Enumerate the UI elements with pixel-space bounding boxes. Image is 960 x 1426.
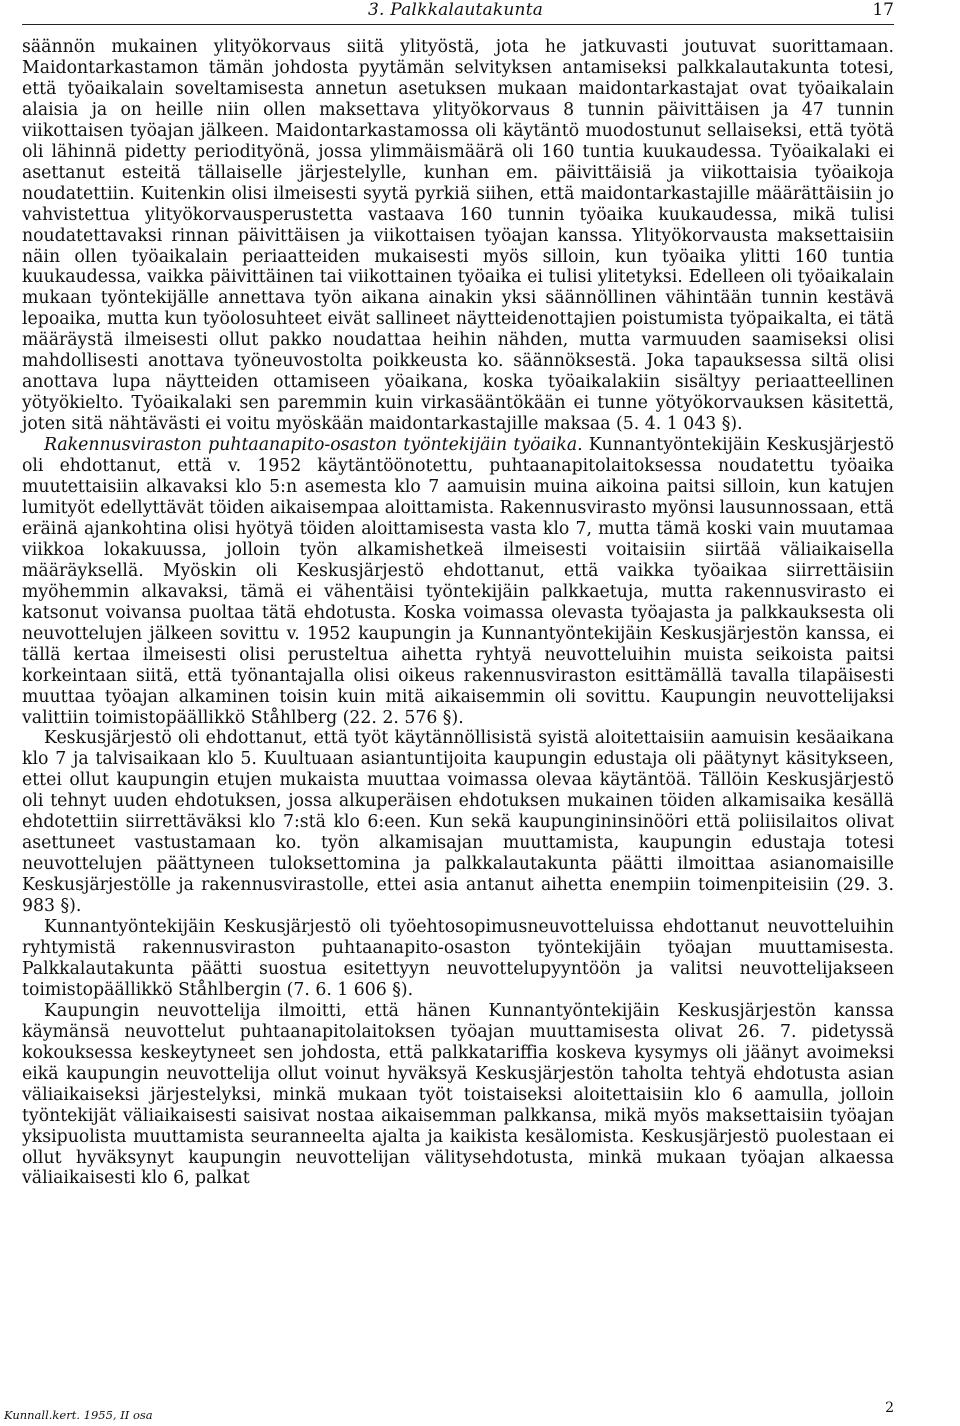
paragraph-1 bbox=[22, 37, 894, 435]
source-citation: Kunnall.kert. 1955, II osa bbox=[4, 1408, 153, 1422]
paragraph-3 bbox=[22, 728, 894, 917]
paragraph-1-text: säännön mukainen ylityökorvaus siitä ylityöstä, jota he jatkuvasti joutuvat suorittamaan. Maidontarkastamon tämän johdosta pyytämän selvityksen antamiseksi palkkalautakunta totesi, että työaikalain soveltamisesta annetun asetuksen mukaan maidontarkastajat ovat työaikalain alaisia ja on heille niin ollen maksettava ylityökorvaus 8 tunnin päivittäisen ja 47 tunnin viikottaisen työajan jälkeen. Maidontarkastamossa oli käytäntö muodostunut sellaiseksi, että työtä oli lähinnä pidetty periodityönä, jossa ylimmäismäärä oli 160 tuntia kuukaudessa. Työaikalaki ei asettanut esteitä tällaiselle järjestelylle, kunhan em. päivittäisiä ja viikottaisia työaikoja noudatettiin. Kuitenkin olisi ilmeisesti syytä pyrkiä siihen, että maidontarkastajille määrättäisiin jo vahvistettua ylityökorvausperustetta vastaava 160 tunnin työaika kuukaudessa, mikä tulisi noudatettavaksi rinnan päivittäisen ja viikottaisen työajan kanssa. Ylityökorvausta maksettaisiin näin ollen työaikalain periaatteiden mukaisesti myös silloin, kun työaika ylitti 160 tuntia kuukaudessa, vaikka päivittäinen tai viikottainen työaika ei tulisi ylitetyksi. Edelleen oli työaikalain mukaan työntekijälle annettava työn aikana ainakin yksi säännöllinen vähintään tunnin kestävä lepoaika, mutta kun työolosuhteet eivät sallineet näytteidenottajien poistumista työpaikalta, ei tätä määräystä ilmeisesti ollut pakko noudattaa heihin nähden, mutta varmuuden saamiseksi olisi mahdollisesti anottava työneuvostolta poikkeusta ko. säännöksestä. Joka tapauksessa siltä olisi anottava lupa näytteiden ottamiseen yöaikana, koska työaikalakiin sisältyy periaatteellinen yötyökielto. Työaikalaki sen paremmin kuin virkasääntökään ei tunne yötyökorvauksen käsitettä, joten sitä nähtävästi ei voitu myöskään maidontarkastajille maksaa (5. 4. 1 043 §). bbox=[22, 37, 894, 435]
paragraph-2 bbox=[22, 435, 894, 728]
page-number: 17 bbox=[872, 0, 894, 20]
paragraph-5 bbox=[22, 1001, 894, 1190]
paragraph-3-text: Keskusjärjestö oli ehdottanut, että työt käytännöllisistä syistä aloitettaisiin aamuisin kesäaikana klo 7 ja talvisaikaan klo 5. Kuultuaan asiantuntijoita kaupungin edustaja oli päätynyt käsitykseen, ettei ollut kaupungin etujen mukaista muuttaa voimassa olevaa käytäntöä. Tällöin Keskusjärjestö oli tehnyt uuden ehdotuksen, jossa alkuperäisen ehdotuksen mukainen töiden alkamisaika kesällä ehdotettiin siirrettäväksi klo 7:stä klo 6:een. Kun sekä kaupungininsinööri että poliisilaitos olivat asettuneet vastustamaan ko. työn alkamisajan muuttamista, kaupungin edustaja totesi neuvottelujen päättyneen tuloksettomina ja palkkalautakunta päätti ilmoittaa asianomaisille Keskusjärjestölle ja rakennusvirastolle, ettei asia antanut aihetta enempiin toimenpiteisiin (29. 3. 983 §). bbox=[22, 728, 894, 917]
page-footer bbox=[4, 1400, 894, 1422]
section-lead-heading: Rakennusviraston puhtaanapito-osaston työntekijäin työaika. bbox=[44, 435, 583, 456]
paragraph-4-text: Kunnantyöntekijäin Keskusjärjestö oli työehtosopimusneuvotteluissa ehdottanut neuvotteluihin ryhtymistä rakennusviraston puhtaanapito-osaston työntekijäin työajan muuttamisesta. Palkkalautakunta päätti suostua esitettyyn neuvottelupyyntöön ja valitsi neuvottelijakseen toimistopäällikkö Ståhlbergin (7. 6. 1 606 §). bbox=[22, 917, 894, 1000]
header-rule bbox=[22, 24, 894, 25]
chapter-title: 3. Palkkalautakunta bbox=[368, 0, 544, 20]
document-body bbox=[22, 37, 894, 1189]
paragraph-2-text: Kunnantyöntekijäin Keskusjärjestö oli ehdottanut, että v. 1952 käytäntöönotettu, puhtaanapitolaitoksessa noudatettu työaika muutettaisiin alkavaksi klo 5:n asemesta klo 7 aamuisin muina aikoina paitsi silloin, kun katujen lumityöt edellyttävät töiden aikaisempaa aloittamista. Rakennusvirasto myönsi lausunnossaan, että eräinä ajankohtina olisi hyötyä töiden aloittamisesta vasta klo 7, mutta tämä koski vain muutamaa viikkoa lokakuussa, jolloin työn alkamishetkeä ilmeisesti voitaisiin siirtää väliaikaisella määräyksellä. Myöskin oli Keskusjärjestö ehdottanut, että vaikka työaikaa siirrettäisiin myöhemmin alkavaksi, tämä ei vähentäisi työntekijäin palkkaetuja, mutta rakennusvirasto ei katsonut voivansa puoltaa tätä ehdotusta. Koska voimassa olevasta työajasta ja palkkauksesta oli neuvottelujen jälkeen sovittu v. 1952 kaupungin ja Kunnantyöntekijäin Keskusjärjestön kanssa, ei tällä kertaa ilmeisesti olisi perusteltua aihetta ryhtyä neuvotteluihin muista seikoista paitsi korkeintaan siitä, että työnantajalla olisi oikeus rakennusviraston esittämällä tavalla tilapäisesti muuttaa työajan alkaminen toisin kuin mitä aikaisemmin oli sovittu. Kaupungin neuvottelijaksi valittiin toimistopäällikkö Ståhlberg (22. 2. 576 §). bbox=[22, 435, 895, 728]
paragraph-4 bbox=[22, 917, 894, 1001]
running-header bbox=[22, 0, 894, 22]
paragraph-5-text: Kaupungin neuvottelija ilmoitti, että hänen Kunnantyöntekijäin Keskusjärjestön kanssa käymänsä neuvottelut puhtaanapitolaitoksen työajan muuttamisesta olivat 26. 7. pidetyssä kokouksessa keskeytyneet sen johdosta, että palkkatariffia koskeva kysymys oli jäänyt avoimeksi eikä kaupungin neuvottelija ollut voinut hyväksyä Keskusjärjestön taholta tehtyä ehdotusta asian väliaikaiseksi järjestelyksi, minkä mukaan työt toistaiseksi aloitettaisiin klo 6 aamulla, jolloin työntekijät väliaikaisesti saisivat nostaa aikaisemman palkkansa, mikä myös maksettaisiin työajan yksipuolista muuttamista seuranneelta ajalta ja kaikista kesälomista. Keskusjärjestö puolestaan ei ollut hyväksynyt kaupungin neuvottelijan välitysehdotusta, minkä mukaan työajan alkaessa väliaikaisesti klo 6, palkat bbox=[22, 1000, 894, 1189]
sheet-number: 2 bbox=[885, 1400, 894, 1416]
